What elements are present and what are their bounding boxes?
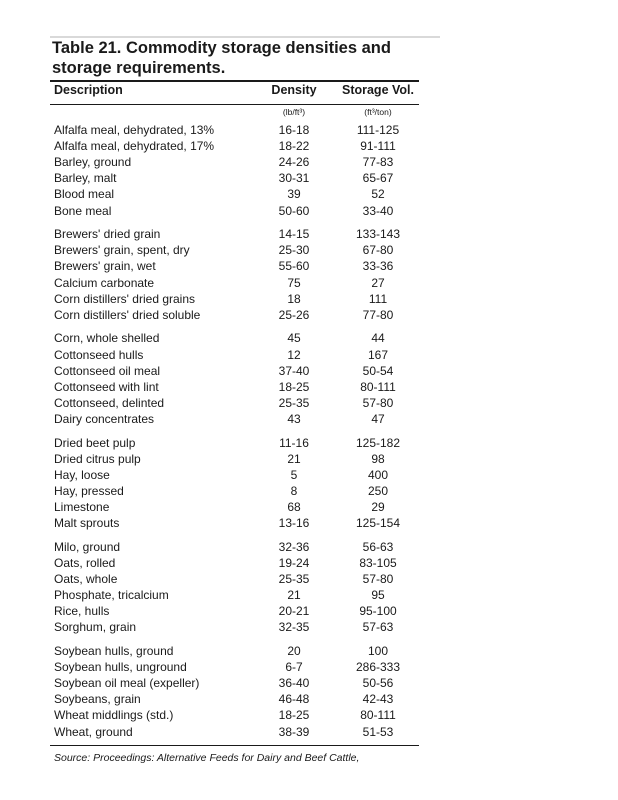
cell-description: Cottonseed with lint <box>54 379 159 394</box>
table-row <box>0 122 618 138</box>
table-row <box>0 363 618 379</box>
table-row <box>0 675 618 691</box>
cell-storage-volume: 91-111 <box>360 139 396 154</box>
cell-description: Cottonseed hulls <box>54 347 144 362</box>
cell-density: 25-26 <box>278 307 310 322</box>
table-row <box>0 411 618 427</box>
cell-density: 32-35 <box>278 620 310 635</box>
cell-description: Wheat middlings (std.) <box>54 708 174 723</box>
cell-storage-volume: 80-111 <box>360 708 396 723</box>
header-storage-volume: Storage Vol. <box>341 83 414 97</box>
table-row <box>0 203 618 219</box>
table-row <box>0 347 618 363</box>
cell-description: Dairy concentrates <box>54 411 155 426</box>
cell-density: 37-40 <box>278 363 310 378</box>
cell-storage-volume: 400 <box>367 467 389 482</box>
table-row <box>0 603 618 619</box>
cell-storage-volume: 27 <box>371 275 385 290</box>
cell-storage-volume: 50-54 <box>362 363 394 378</box>
cell-density: 68 <box>287 500 301 514</box>
cell-density: 18-25 <box>278 708 310 723</box>
cell-description: Cottonseed, delinted <box>54 395 165 410</box>
cell-storage-volume: 33-36 <box>362 259 394 274</box>
table-row <box>0 707 618 723</box>
table-row <box>0 435 618 451</box>
table-row <box>0 186 618 202</box>
cell-storage-volume: 29 <box>371 500 385 514</box>
cell-density: 75 <box>287 275 301 290</box>
cell-description: Hay, pressed <box>54 483 124 498</box>
table-row <box>0 291 618 307</box>
cell-density: 55-60 <box>278 259 310 274</box>
cell-storage-volume: 98 <box>371 451 385 466</box>
cell-description: Corn distillers' dried soluble <box>54 307 201 322</box>
cell-storage-volume: 95 <box>371 588 385 603</box>
table-row <box>0 499 618 515</box>
cell-storage-volume: 56-63 <box>362 539 394 554</box>
header-description: Description <box>54 83 123 97</box>
cell-description: Brewers' grain, wet <box>54 259 156 274</box>
cell-description: Alfalfa meal, dehydrated, 17% <box>54 139 215 154</box>
cell-storage-volume: 77-80 <box>362 307 394 322</box>
cell-density: 24-26 <box>278 155 310 170</box>
cell-density: 39 <box>287 187 301 202</box>
cell-description: Dried beet pulp <box>54 435 136 450</box>
cell-density: 20 <box>287 644 301 658</box>
units-storage-volume: (ft³/ton) <box>364 107 392 117</box>
header-density: Density <box>271 83 317 97</box>
cell-description: Brewers' dried grain <box>54 227 161 242</box>
table-title: Table 21. Commodity storage densities and storage requirements. <box>52 39 391 77</box>
cell-density: 18-25 <box>278 379 310 394</box>
cell-density: 18-22 <box>278 139 310 154</box>
cell-description: Barley, malt <box>54 171 117 186</box>
cell-storage-volume: 286-333 <box>355 660 401 675</box>
cell-density: 21 <box>287 588 301 603</box>
table-row <box>0 226 618 242</box>
cell-storage-volume: 167 <box>367 347 389 362</box>
cell-storage-volume: 133-143 <box>355 227 401 242</box>
cell-density: 19-24 <box>278 555 310 570</box>
cell-storage-volume: 50-56 <box>362 676 394 691</box>
table-row <box>0 275 618 291</box>
cell-description: Cottonseed oil meal <box>54 363 161 378</box>
cell-storage-volume: 250 <box>367 483 389 498</box>
cell-density: 32-36 <box>278 539 310 554</box>
cell-density: 12 <box>287 347 301 362</box>
cell-description: Milo, ground <box>54 539 121 554</box>
table-row <box>0 691 618 707</box>
table-bottom-rule <box>50 745 419 746</box>
cell-storage-volume: 83-105 <box>359 555 397 570</box>
table-row <box>0 587 618 603</box>
cell-density: 30-31 <box>278 171 310 186</box>
cell-description: Sorghum, grain <box>54 620 137 635</box>
cell-storage-volume: 95-100 <box>359 604 397 619</box>
cell-storage-volume: 57-63 <box>362 620 394 635</box>
cell-storage-volume: 52 <box>371 187 385 202</box>
source-note: Source: Proceedings: Alternative Feeds for Dairy and Beef Cattle, <box>54 752 360 764</box>
cell-storage-volume: 125-154 <box>355 516 401 531</box>
cell-storage-volume: 57-80 <box>362 395 394 410</box>
cell-description: Phosphate, tricalcium <box>54 588 169 603</box>
table-row <box>0 515 618 531</box>
table-row <box>0 154 618 170</box>
cell-storage-volume: 67-80 <box>362 243 394 258</box>
cell-description: Soybean hulls, unground <box>54 660 187 675</box>
cell-density: 20-21 <box>278 604 310 619</box>
units-density: (lb/ft³) <box>282 107 306 117</box>
cell-description: Blood meal <box>54 187 115 202</box>
cell-description: Brewers' grain, spent, dry <box>54 243 190 258</box>
cell-description: Soybean oil meal (expeller) <box>54 676 200 691</box>
cell-storage-volume: 111 <box>368 291 388 306</box>
cell-description: Oats, whole <box>54 572 118 586</box>
cell-density: 5 <box>290 467 298 482</box>
cell-storage-volume: 57-80 <box>362 572 394 586</box>
table-row <box>0 571 618 587</box>
cell-density: 8 <box>290 483 298 498</box>
cell-storage-volume: 100 <box>367 644 389 658</box>
table-row <box>0 379 618 395</box>
table-row <box>0 170 618 186</box>
cell-description: Wheat, ground <box>54 724 133 739</box>
cell-description: Corn distillers' dried grains <box>54 291 196 306</box>
cell-density: 25-35 <box>278 395 310 410</box>
cell-description: Soybean hulls, ground <box>54 644 174 658</box>
cell-description: Alfalfa meal, dehydrated, 13% <box>54 123 215 137</box>
table-row <box>0 619 618 635</box>
cell-storage-volume: 44 <box>371 331 385 346</box>
table-row <box>0 555 618 571</box>
cell-description: Oats, rolled <box>54 555 116 570</box>
cell-description: Rice, hulls <box>54 604 110 619</box>
cell-density: 16-18 <box>278 123 310 137</box>
cell-description: Barley, ground <box>54 155 132 170</box>
cell-density: 43 <box>287 411 301 426</box>
table-row <box>0 395 618 411</box>
table-row <box>0 138 618 154</box>
table-row <box>0 330 618 346</box>
cell-storage-volume: 80-111 <box>360 379 396 394</box>
cell-density: 11-16 <box>279 435 309 450</box>
cell-description: Calcium carbonate <box>54 275 155 290</box>
table-row <box>0 467 618 483</box>
cell-density: 36-40 <box>278 676 310 691</box>
cell-description: Soybeans, grain <box>54 692 141 707</box>
cell-description: Hay, loose <box>54 467 110 482</box>
cell-density: 50-60 <box>278 203 310 218</box>
table-row <box>0 539 618 555</box>
cell-storage-volume: 125-182 <box>355 435 401 450</box>
table-row <box>0 483 618 499</box>
table-row <box>0 242 618 258</box>
cell-storage-volume: 33-40 <box>362 203 394 218</box>
cell-description: Malt sprouts <box>54 516 120 531</box>
table-row <box>0 643 618 659</box>
cell-storage-volume: 51-53 <box>362 724 394 739</box>
cell-storage-volume: 65-67 <box>362 171 394 186</box>
table-row <box>0 724 618 740</box>
cell-storage-volume: 42-43 <box>362 692 394 707</box>
cell-density: 21 <box>287 451 301 466</box>
cell-density: 38-39 <box>278 724 310 739</box>
table-row <box>0 258 618 274</box>
cell-description: Bone meal <box>54 203 112 218</box>
cell-density: 25-35 <box>278 572 310 586</box>
cell-density: 18 <box>287 291 301 306</box>
cell-storage-volume: 111-125 <box>356 123 400 137</box>
cell-density: 25-30 <box>278 243 310 258</box>
cell-density: 13-16 <box>278 516 310 531</box>
cell-description: Dried citrus pulp <box>54 451 141 466</box>
cell-density: 46-48 <box>278 692 310 707</box>
cell-description: Limestone <box>54 500 110 514</box>
cell-density: 45 <box>287 331 301 346</box>
table-row <box>0 451 618 467</box>
table-row <box>0 307 618 323</box>
cell-storage-volume: 77-83 <box>362 155 394 170</box>
cell-density: 6-7 <box>285 660 303 675</box>
cell-density: 14-15 <box>278 227 310 242</box>
cell-storage-volume: 47 <box>371 411 385 426</box>
table-row <box>0 659 618 675</box>
cell-description: Corn, whole shelled <box>54 331 160 346</box>
